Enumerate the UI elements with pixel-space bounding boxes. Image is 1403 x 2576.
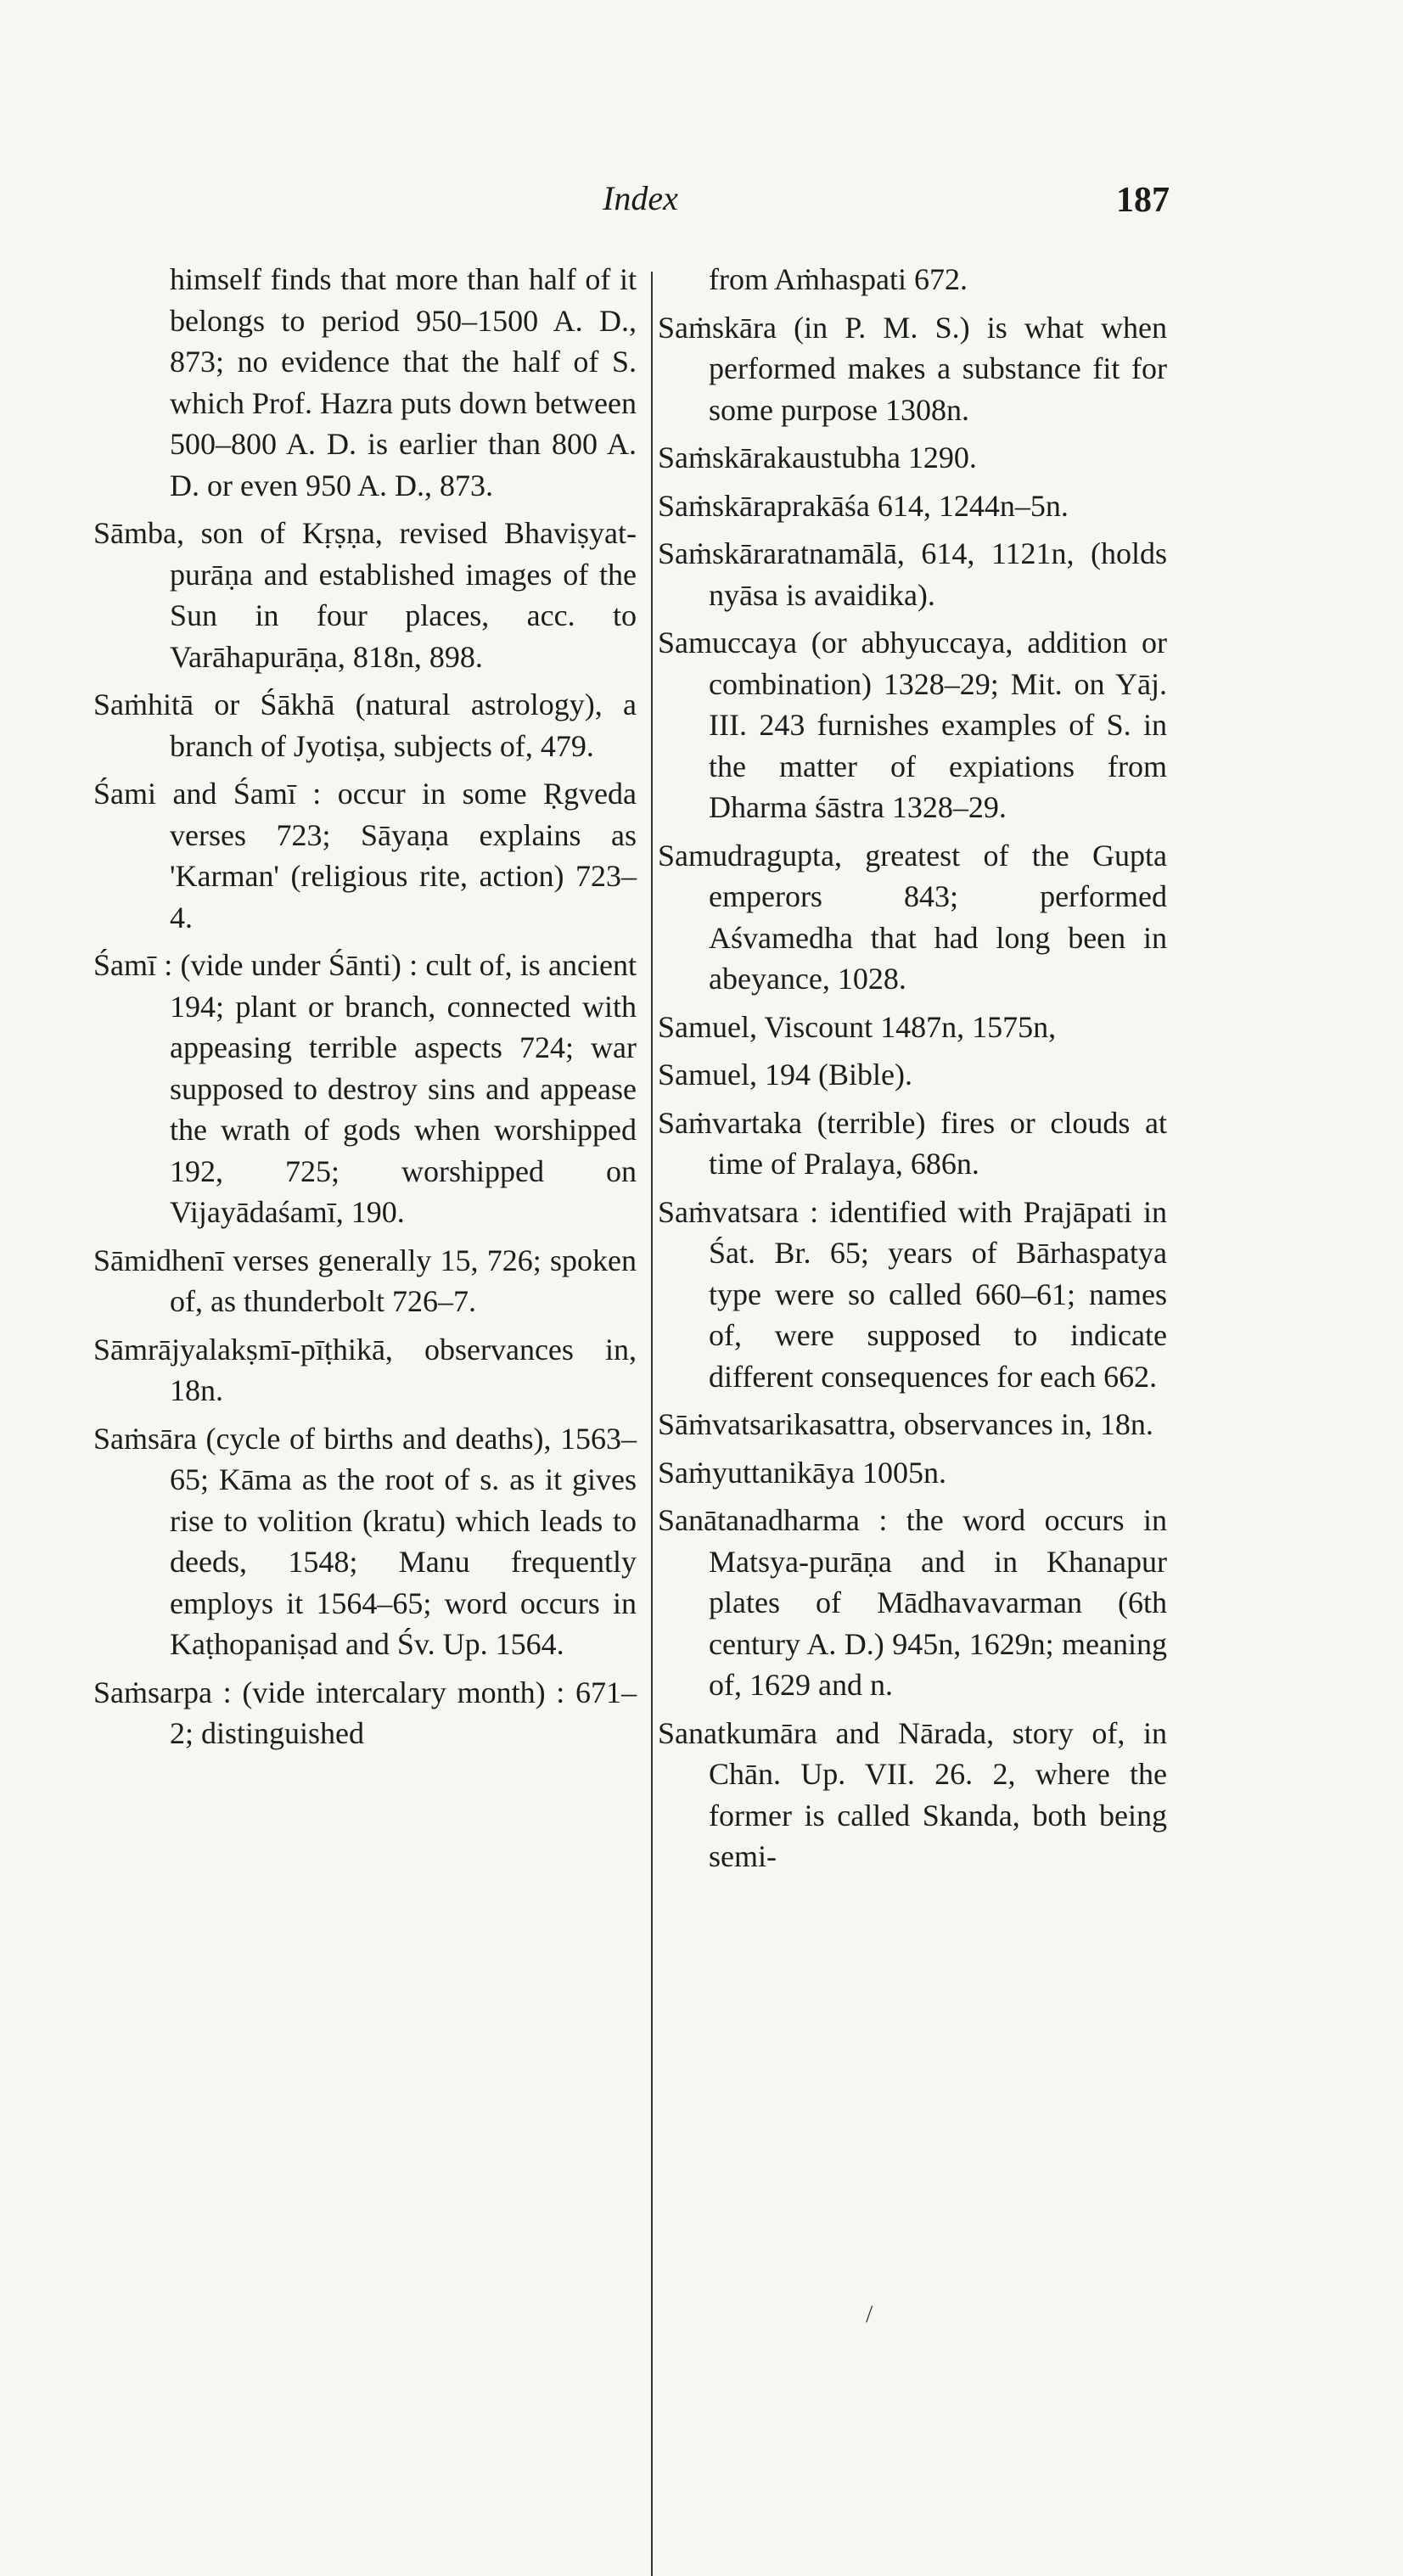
index-entry: Sāmidhenī verses generally 15, 726; spoken of, as thunderbolt 726–7. [93, 1243, 637, 1318]
right-column [658, 259, 1167, 1884]
index-entry: Saṁhitā or Śākhā (natural astrology), a branch of Jyotiṣa, subjects of, 479. [93, 687, 637, 763]
index-entry: Sāmrājyalakṣmī-pīṭhikā, observances in, 18n. [93, 1332, 637, 1407]
index-entry: Saṁskārakaustubha 1290. [658, 441, 977, 474]
index-entry: Saṁsāra (cycle of births and deaths), 1563–65; Kāma as the root of s. as it gives rise to volition (kratu) which leads to deeds, 1548; Manu frequently employs it 1564–65; word occurs in Kaṭhopaniṣad and Śv. Up. 1564. [93, 1421, 637, 1661]
index-entry: Sanātanadharma : the word occurs in Matsya-purāṇa and in Khanapur plates of Mādhavavarman (6th century A. D.) 945n, 1629n; meaning of, 1629 and n. [658, 1503, 1167, 1702]
stray-mark: / [866, 2300, 873, 2328]
index-entry: Śamī : (vide under Śānti) : cult of, is ancient 194; plant or branch, connected with appeasing terrible aspects 724; war supposed to destroy sins and appease the wrath of gods when worshipped 192, 725; worshipped on Vijayādaśamī, 190. [93, 948, 637, 1229]
index-entry: Saṁvartaka (terrible) fires or clouds at time of Pralaya, 686n. [658, 1105, 1167, 1181]
index-entry: Saṁskāraratnamālā, 614, 1121n, (holds nyāsa is avaidika). [658, 536, 1167, 612]
left-column [93, 259, 637, 1761]
index-entry: Sanatkumāra and Nārada, story of, in Chān. Up. VII. 26. 2, where the former is called Skanda, both being semi- [658, 1715, 1167, 1873]
index-entry: Śami and Śamī : occur in some Ṛgveda verses 723; Sāyaṇa explains as 'Karman' (religious rite, action) 723–4. [93, 777, 637, 934]
index-entry: Saṁskāraprakāśa 614, 1244n–5n. [658, 488, 1069, 523]
index-entry: himself finds that more than half of it belongs to period 950–1500 A. D., 873; no evidence that the half of S. which Prof. Hazra puts down between 500–800 A. D. is earlier than 800 A. D. or even 950 A. D., 873. [170, 262, 637, 502]
index-entry: Saṁskāra (in P. M. S.) is what when performed makes a substance fit for some purpose 1308n. [658, 310, 1167, 427]
index-entry: Saṁvatsara : identified with Prajāpati in Śat. Br. 65; years of Bārhaspatya type were so called 660–61; names of, were supposed to indicate different consequences for each 662. [658, 1194, 1167, 1394]
index-entry: Sāmba, son of Kṛṣṇa, revised Bhaviṣyat-purāṇa and established images of the Sun in four places, acc. to Varāhapurāṇa, 818n, 898. [93, 516, 637, 674]
index-entry: Samudragupta, greatest of the Gupta emperors 843; performed Aśvamedha that had long been in abeyance, 1028. [658, 838, 1167, 996]
column-divider [651, 272, 653, 2576]
index-entry: Saṁsarpa : (vide intercalary month) : 671–2; distinguished [93, 1675, 637, 1750]
index-entry: Samuel, Viscount 1487n, 1575n, [658, 1009, 1057, 1044]
index-entry: Saṁyuttanikāya 1005n. [658, 1455, 946, 1490]
page-number: 187 [1116, 181, 1170, 220]
index-entry: Samuel, 194 (Bible). [658, 1058, 912, 1092]
index-entry: Samuccaya (or abhyuccaya, addition or combination) 1328–29; Mit. on Yāj. III. 243 furnishes examples of S. in the matter of expiations from Dharma śāstra 1328–29. [658, 626, 1167, 824]
index-entry: from Aṁhaspati 672. [709, 262, 968, 296]
index-entry: Sāṁvatsarikasattra, observances in, 18n. [658, 1407, 1153, 1441]
page-header [0, 178, 1403, 229]
running-title: Index [603, 179, 678, 217]
